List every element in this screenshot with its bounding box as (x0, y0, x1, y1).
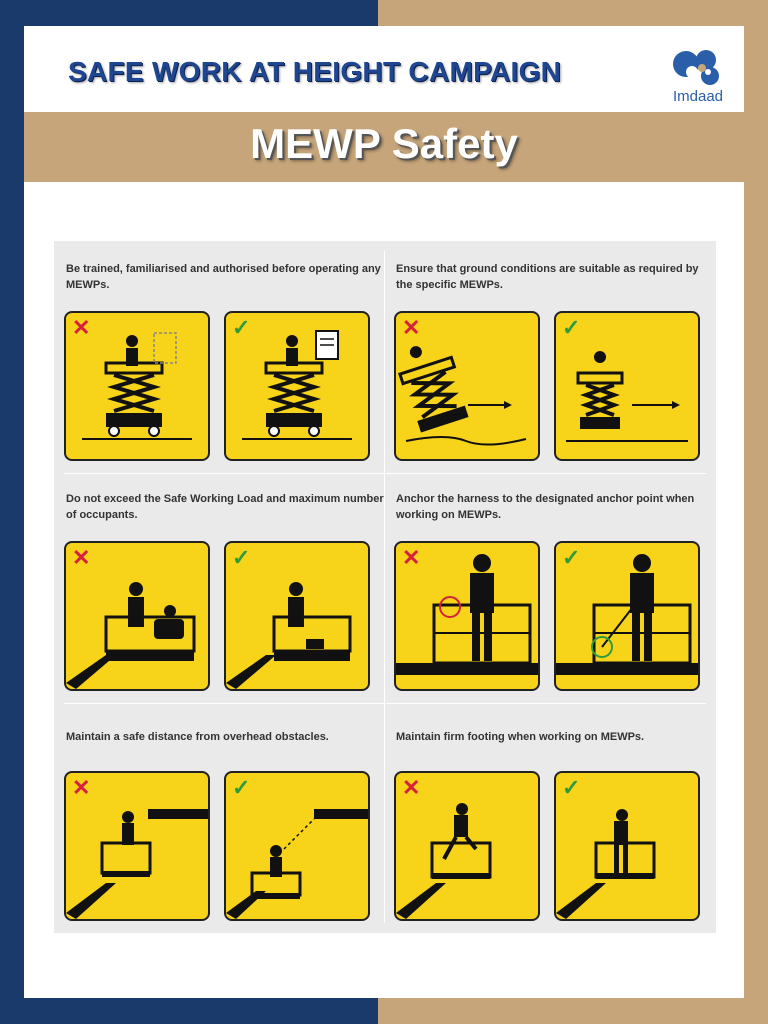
cross-icon: ✕ (72, 315, 91, 340)
rule-tile-ground-right (554, 311, 700, 461)
rules-panel (54, 241, 716, 933)
check-icon: ✓ (562, 315, 581, 340)
rule-caption-ground: Ensure that ground conditions are suitable as required by the specific MEWPs. (396, 263, 699, 291)
cross-icon: ✕ (402, 315, 421, 340)
check-icon: ✓ (562, 775, 581, 800)
poster (24, 26, 744, 998)
rule-tile-footing-wrong (394, 771, 540, 921)
logo-text: Imdaad (672, 88, 724, 105)
rule-tile-ground-wrong (394, 311, 540, 461)
row-divider (64, 703, 706, 704)
header (24, 26, 744, 112)
check-icon: ✓ (232, 775, 251, 800)
check-icon: ✓ (562, 545, 581, 570)
cross-icon: ✕ (72, 775, 91, 800)
rule-caption-harness: Anchor the harness to the designated anchor point when working on MEWPs. (396, 493, 695, 521)
rule-caption-load: Do not exceed the Safe Working Load and maximum number of occupants. (66, 493, 384, 521)
title-band (24, 112, 744, 182)
rule-tile-harness-right (554, 541, 700, 691)
campaign-title: SAFE WORK AT HEIGHT CAMPAIGN (68, 56, 562, 87)
cross-icon: ✕ (72, 545, 91, 570)
rule-tile-training-right (224, 311, 370, 461)
row-divider (64, 473, 706, 474)
rule-tile-load-right (224, 541, 370, 691)
poster-title: MEWP Safety (250, 120, 518, 167)
cross-icon: ✕ (402, 545, 421, 570)
rule-caption-overhead: Maintain a safe distance from overhead obstacles. (66, 731, 329, 743)
check-icon: ✓ (232, 545, 251, 570)
rule-tile-overhead-wrong (64, 771, 210, 921)
column-divider (384, 251, 385, 923)
rule-tile-training-wrong (64, 311, 210, 461)
rule-tile-harness-wrong (394, 541, 540, 691)
rule-tile-overhead-right (224, 771, 370, 921)
rule-caption-training: Be trained, familiarised and authorised before operating any MEWPs. (66, 263, 381, 291)
check-icon: ✓ (232, 315, 251, 340)
rule-caption-footing: Maintain firm footing when working on MEWPs. (396, 731, 645, 743)
cross-icon: ✕ (402, 775, 421, 800)
rule-tile-footing-right (554, 771, 700, 921)
rule-tile-load-wrong (64, 541, 210, 691)
